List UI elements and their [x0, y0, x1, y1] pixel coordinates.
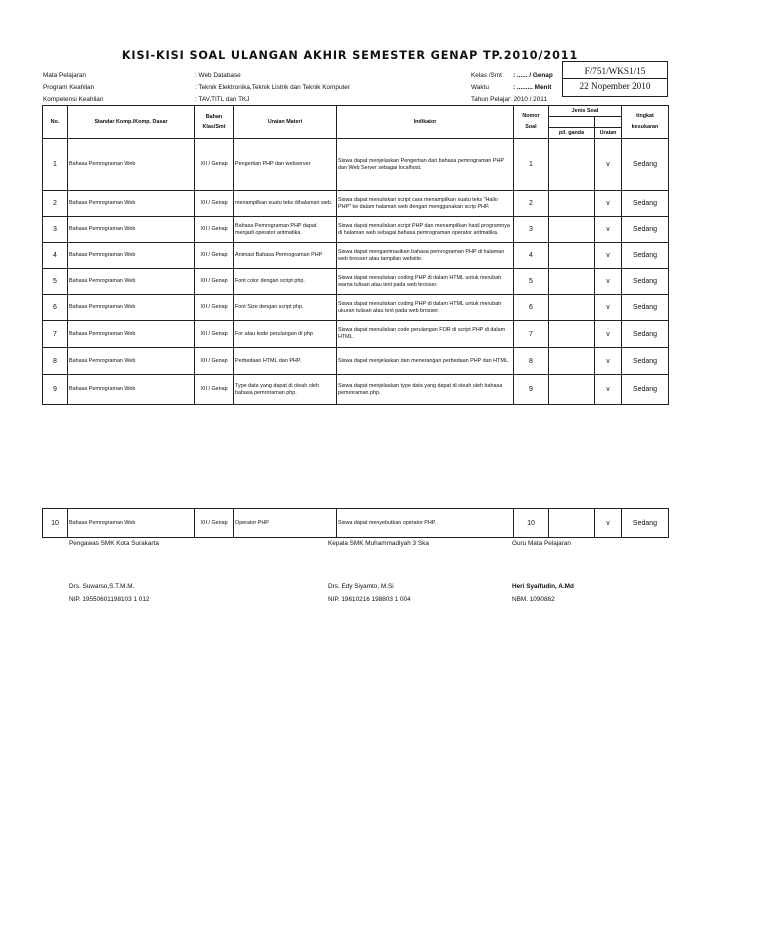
row-standar: Bahasa Pemrograman Web: [68, 509, 195, 538]
row-materi: Font Size dengan script php.: [234, 295, 337, 321]
header-uraian-materi: Uraian Materi: [234, 106, 337, 139]
row-standar: Bahasa Pemrograman Web: [68, 348, 195, 375]
row-tingkat: Sedang: [622, 321, 669, 348]
row-nomor-soal: 4: [514, 243, 549, 269]
table-row: [43, 295, 669, 321]
meta-label-kelas: Kelas /Smt: [471, 72, 502, 79]
row-standar: Bahasa Pemrograman Web: [68, 269, 195, 295]
row-no: 3: [43, 217, 68, 243]
signature-nip-kepala: NIP. 19610216 198803 1 004: [328, 596, 411, 603]
row-indikator: Siswa dapat menjelaskan Pengertian dari bahasa pemrograman PHP dan Web Server sebagai localhost.: [337, 139, 514, 191]
meta-value-program-keahlian: : Teknik Elektronika,Teknik Listrik dan Teknik Komputer: [195, 84, 350, 91]
signature-nip-pengawas: NIP. 19550601198103 1 012: [69, 596, 150, 603]
row-no: 2: [43, 191, 68, 217]
row-pil-ganda: [549, 321, 595, 348]
row-nomor-soal: 10: [514, 509, 549, 538]
header-nomor-line1: Nomor: [522, 113, 540, 119]
header-indikator: Indikator: [337, 106, 514, 139]
row-kelas: XII / Genap: [195, 348, 234, 375]
meta-label-mata-pelajaran: Mata Pelajaran: [43, 72, 86, 79]
header-uraian: Uraian: [595, 128, 622, 139]
header-nomor-soal: [514, 106, 549, 139]
row-kelas: XII / Genap: [195, 321, 234, 348]
row-indikator: Siswa dapat menuliskan coding PHP di dalam HTML untuk merubah warna tulisan atau text pada web brosser.: [337, 269, 514, 295]
table-row: [43, 217, 669, 243]
row-materi: menampilkan suatu teks dihalaman web.: [234, 191, 337, 217]
row-pil-ganda: [549, 269, 595, 295]
row-tingkat: Sedang: [622, 269, 669, 295]
row-no: 7: [43, 321, 68, 348]
row-tingkat: Sedang: [622, 191, 669, 217]
table-row: [43, 321, 669, 348]
row-tingkat: Sedang: [622, 243, 669, 269]
row-nomor-soal: 9: [514, 375, 549, 405]
row-nomor-soal: 3: [514, 217, 549, 243]
row-kelas: XII / Genap: [195, 375, 234, 405]
document-code: F/751/WKS1/15: [563, 65, 667, 79]
row-materi: Pengertian PHP dan webserver: [234, 139, 337, 191]
meta-value-mata-pelajaran: : Web Database: [195, 72, 241, 79]
signature-name-guru: Heri Syaifudin, A.Md: [512, 583, 574, 590]
row-indikator: Siswa dapat menyebutkan operator PHP.: [337, 509, 514, 538]
table-row: [43, 509, 669, 538]
row-nomor-soal: 5: [514, 269, 549, 295]
row-uraian: v: [595, 348, 622, 375]
signature-role-kepala: Kepala SMK Muhammadiyah 3 Ska: [328, 540, 429, 547]
row-materi: Type data yang dapat di oleah oleh bahasa pemroraman php.: [234, 375, 337, 405]
row-no: 4: [43, 243, 68, 269]
row-standar: Bahasa Pemrograman Web: [68, 191, 195, 217]
header-tingkat-line1: tingkat: [636, 113, 654, 119]
row-kelas: XII / Genap: [195, 509, 234, 538]
signature-nip-guru: NBM. 1090862: [512, 596, 555, 603]
header-nomor-line2: Soal: [525, 124, 537, 130]
row-nomor-soal: 6: [514, 295, 549, 321]
row-pil-ganda: [549, 217, 595, 243]
meta-label-kompetensi-keahlian: Kompetensi Keahlian: [43, 96, 104, 103]
kisi-kisi-table-row10: [42, 508, 669, 538]
row-uraian: v: [595, 191, 622, 217]
header-no: No.: [43, 106, 68, 139]
row-tingkat: Sedang: [622, 139, 669, 191]
row-pil-ganda: [549, 348, 595, 375]
row-standar: Bahasa Pemrograman Web: [68, 375, 195, 405]
row-pil-ganda: [549, 509, 595, 538]
row-indikator: Siswa dapat menjelaskan type data yang dapat di oleah oleh bahasa pemroraman php.: [337, 375, 514, 405]
row-uraian: v: [595, 243, 622, 269]
meta-value-kompetensi-keahlian: : TAV,TITL dan TKJ: [195, 96, 250, 103]
row-no: 8: [43, 348, 68, 375]
row-pil-ganda: [549, 295, 595, 321]
meta-label-waktu: Waktu: [471, 84, 489, 91]
header-pil-ganda: pil. ganda: [549, 128, 595, 139]
row-indikator: Siswa dapat menuliskan script cara menampilkan suatu teks "Hallo PHP" ke dalam halaman web dengan menggunakan scrip PHP.: [337, 191, 514, 217]
row-indikator: Siswa dapat menuliskan coding PHP di dalam HTML untuk merubah ukuran tulisan atau text pada web brosser.: [337, 295, 514, 321]
table-row: [43, 139, 669, 191]
header-tingkat-line2: kesukaran: [631, 124, 659, 130]
meta-label-program-keahlian: Program Keahlian: [43, 84, 95, 91]
header-bahan-line2: Klas/Smt: [202, 123, 226, 130]
row-indikator: Siswa dapat menjelaskan dan menerangan perbedaan PHP dan HTML.: [337, 348, 514, 375]
row-kelas: XII / Genap: [195, 295, 234, 321]
row-uraian: v: [595, 295, 622, 321]
row-pil-ganda: [549, 139, 595, 191]
table-row: [43, 243, 669, 269]
row-uraian: v: [595, 509, 622, 538]
row-no: 1: [43, 139, 68, 191]
row-kelas: XII / Genap: [195, 191, 234, 217]
header-jenis-spacer-pil: [549, 117, 595, 128]
row-tingkat: Sedang: [622, 295, 669, 321]
meta-value-waktu: : ......... Menit: [513, 84, 552, 91]
table-row: [43, 348, 669, 375]
document-code-box: [562, 61, 668, 97]
row-tingkat: Sedang: [622, 348, 669, 375]
header-jenis-soal: Jenis Soal: [549, 106, 622, 117]
row-pil-ganda: [549, 191, 595, 217]
table-row: [43, 191, 669, 217]
signature-name-kepala: Drs. Edy Siyamto, M.Si: [328, 583, 394, 590]
row-nomor-soal: 2: [514, 191, 549, 217]
row-indikator: Siswa dapat menganimasikan bahasa pemrograman PHP di halaman web brosser atau tampilan website.: [337, 243, 514, 269]
row-no: 10: [43, 509, 68, 538]
row-uraian: v: [595, 321, 622, 348]
row-materi: Perbedaan HTML dan PHP.: [234, 348, 337, 375]
row-nomor-soal: 8: [514, 348, 549, 375]
row-pil-ganda: [549, 243, 595, 269]
row-standar: Bahasa Pemrograman Web: [68, 139, 195, 191]
row-standar: Bahasa Pemrograman Web: [68, 217, 195, 243]
row-materi: Animasi Bahasa Pemrograman PHP: [234, 243, 337, 269]
signature-name-pengawas: Drs. Suwarso,S.T.M.M.: [69, 583, 135, 590]
row-no: 9: [43, 375, 68, 405]
row-materi: For atau kode perulangan di php: [234, 321, 337, 348]
table-row: [43, 269, 669, 295]
row-kelas: XII / Genap: [195, 217, 234, 243]
header-bahan-line1: Bahan: [205, 113, 223, 120]
row-nomor-soal: 7: [514, 321, 549, 348]
row-indikator: Siswa dapat menuliskan script PHP dan menampilkan hasil programnya di halaman web sebagai bahasa pemrograman operator aritmatika.: [337, 217, 514, 243]
row-uraian: v: [595, 217, 622, 243]
row-materi: Font color dengan script php.: [234, 269, 337, 295]
row-kelas: XII / Genap: [195, 139, 234, 191]
row-uraian: v: [595, 375, 622, 405]
meta-value-kelas: : ...... / Genap: [513, 72, 553, 79]
document-date: 22 Nopember 2010: [579, 81, 651, 91]
kisi-kisi-table: [42, 105, 669, 405]
signature-role-pengawas: Pengawas SMK Kota Surakarta: [69, 540, 159, 547]
row-uraian: v: [595, 269, 622, 295]
row-tingkat: Sedang: [622, 217, 669, 243]
table-header-row: [43, 106, 669, 117]
row-no: 5: [43, 269, 68, 295]
header-tingkat: [622, 106, 669, 139]
row-no: 6: [43, 295, 68, 321]
row-nomor-soal: 1: [514, 139, 549, 191]
row-pil-ganda: [549, 375, 595, 405]
header-standar: Standar Komp./Komp. Dasar: [68, 106, 195, 139]
row-materi: Operator PHP: [234, 509, 337, 538]
signature-role-guru: Guru Mata Pelajaran: [512, 540, 571, 547]
row-kelas: XII / Genap: [195, 243, 234, 269]
row-kelas: XII / Genap: [195, 269, 234, 295]
header-jenis-spacer-uraian: [595, 117, 622, 128]
row-uraian: v: [595, 139, 622, 191]
meta-label-tahun-pelajaran: Tahun Pelajar: 2010 / 2011: [471, 96, 547, 103]
row-tingkat: Sedang: [622, 375, 669, 405]
row-indikator: Siswa dapat menuliskan code perulangan FOR di script PHP di dalam HTML.: [337, 321, 514, 348]
row-tingkat: Sedang: [622, 509, 669, 538]
row-standar: Bahasa Pemrograman Web: [68, 243, 195, 269]
row-materi: Bahasa Pemrograman PHP dapat menjadi operator aritmatika.: [234, 217, 337, 243]
document-title: KISI-KISI SOAL ULANGAN AKHIR SEMESTER GENAP TP.2010/2011: [121, 49, 579, 62]
row-standar: Bahasa Pemrograman Web: [68, 321, 195, 348]
table-row: [43, 375, 669, 405]
header-bahan: [195, 106, 234, 139]
row-standar: Bahasa Pemrograman Web: [68, 295, 195, 321]
